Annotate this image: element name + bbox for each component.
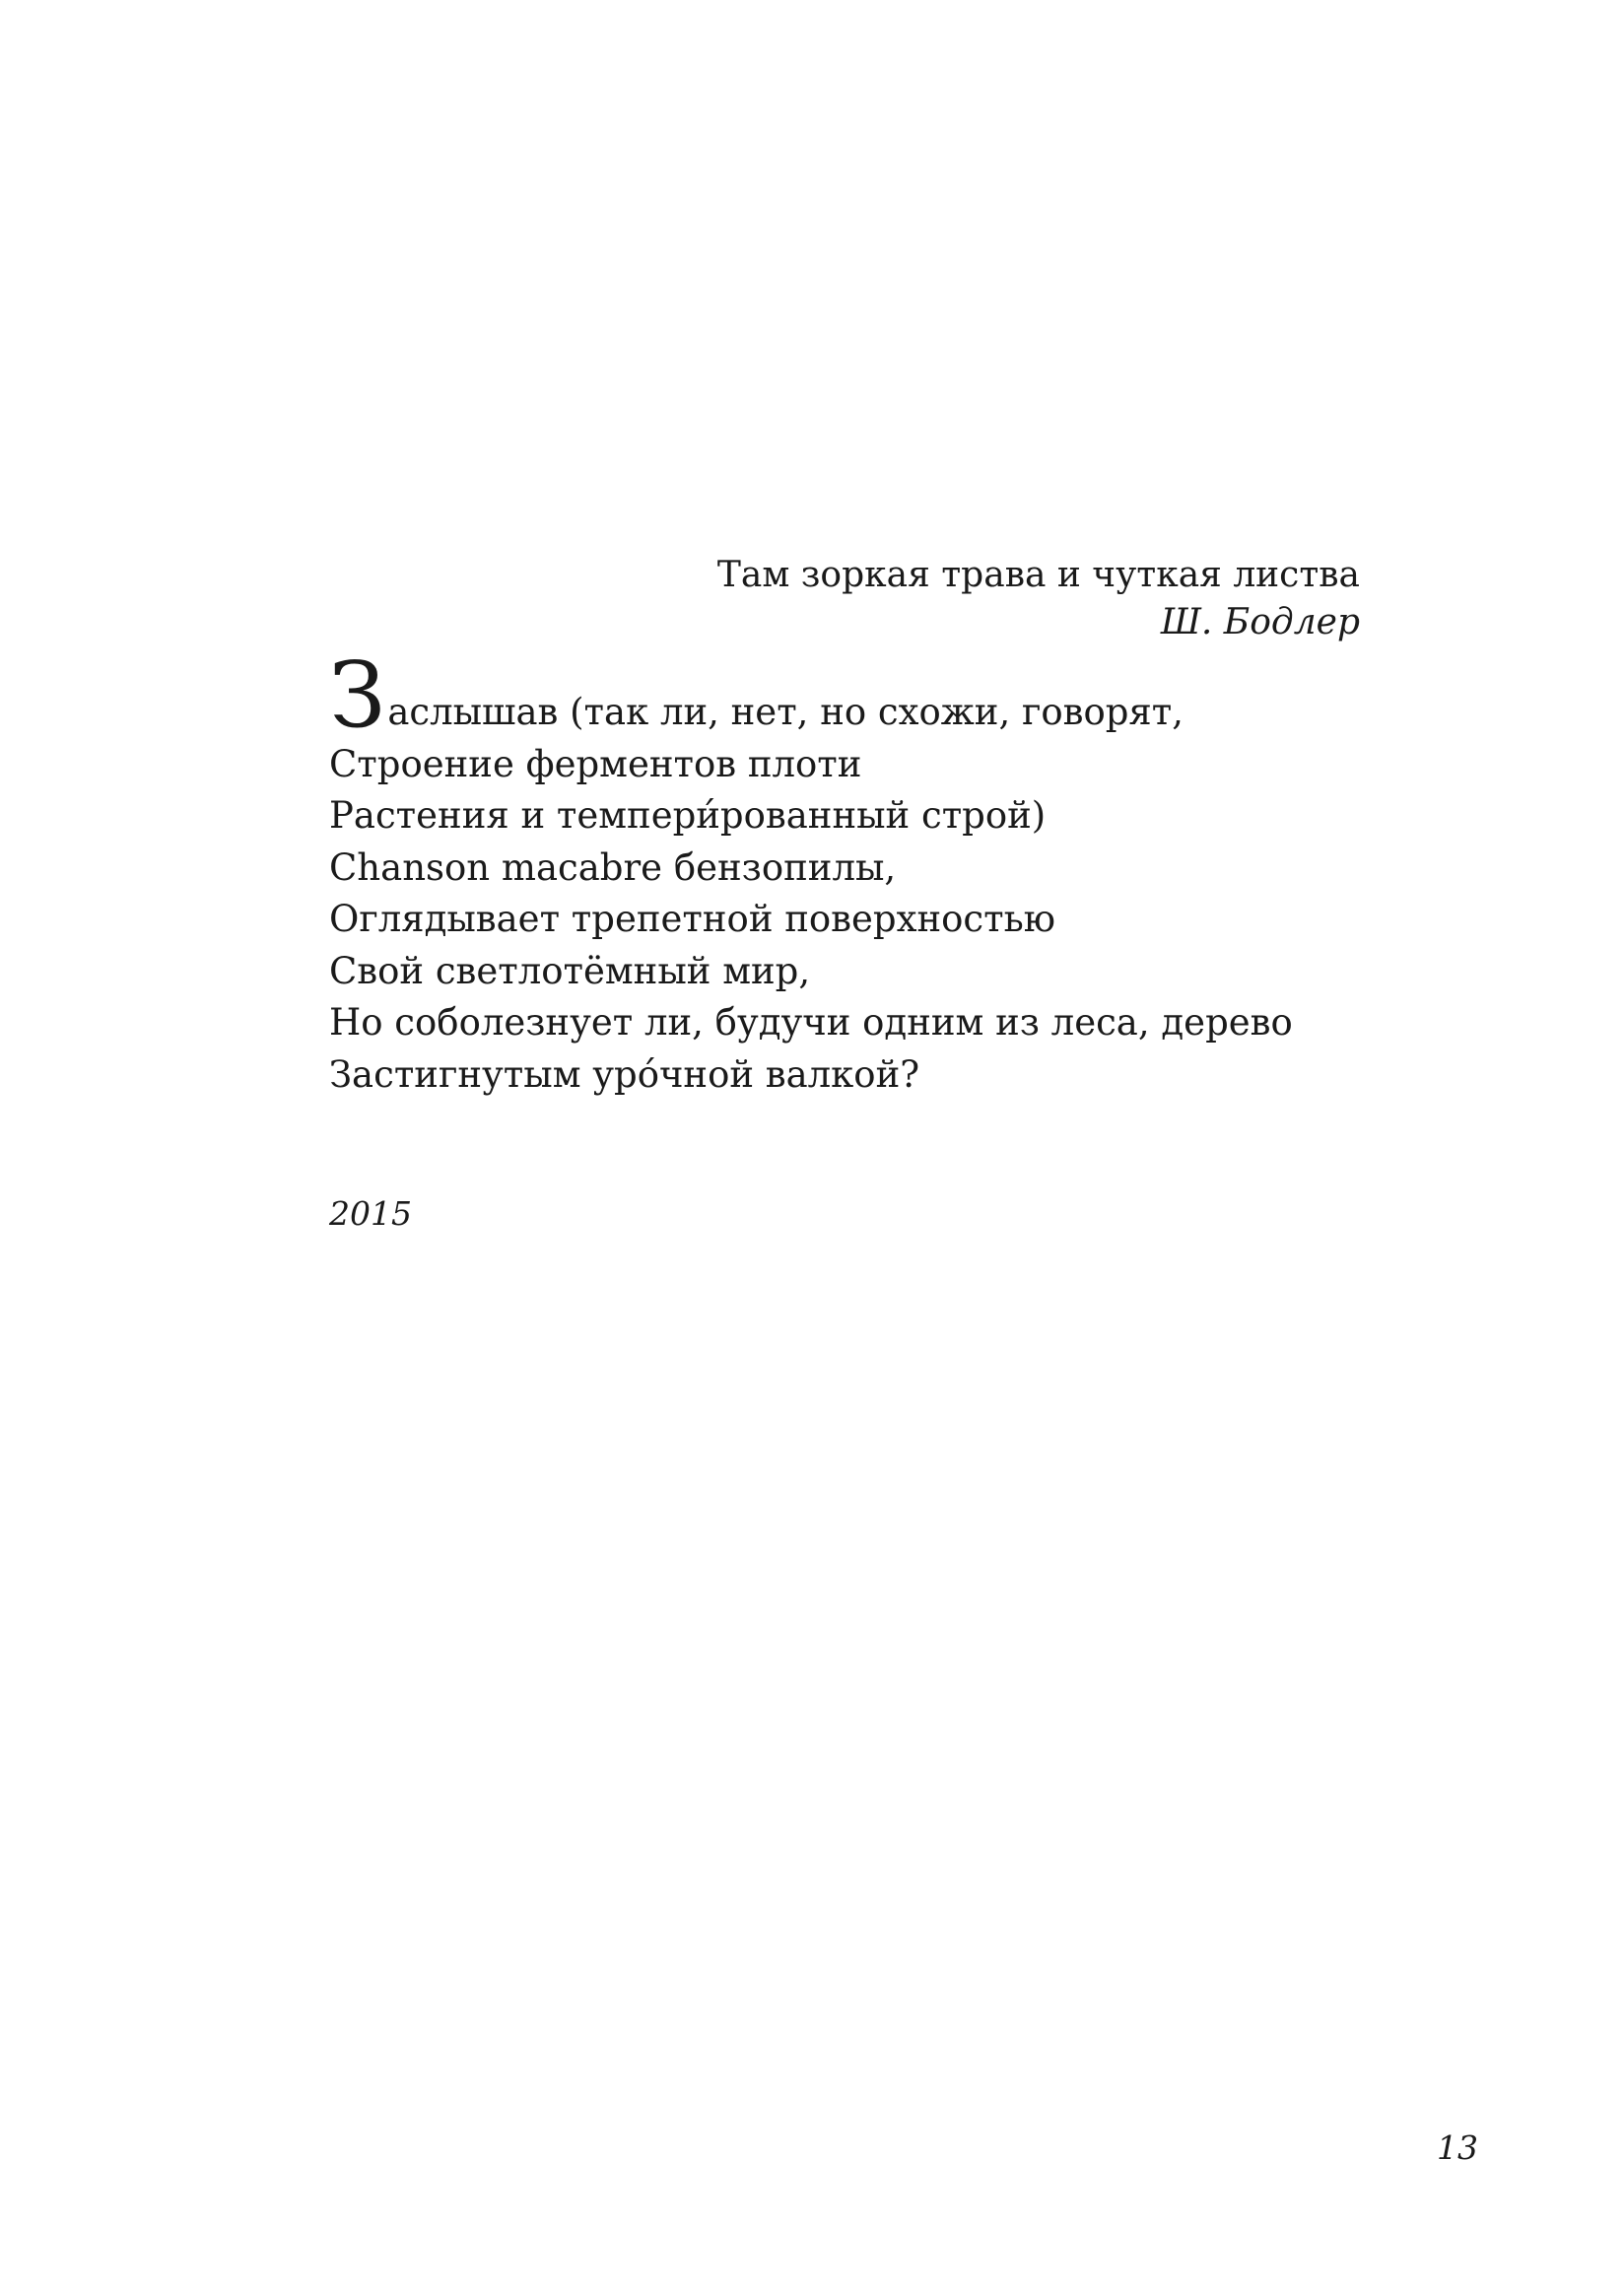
epigraph-author: Ш. Бодлер — [1160, 602, 1360, 642]
poem — [329, 642, 1413, 1101]
page-number: 13 — [1437, 2128, 1478, 2167]
poem-line: Но соболезнует ли, будучи одним из леса, дерево — [329, 1001, 1293, 1044]
poem-line: Свой светлотёмный мир, — [329, 949, 811, 992]
epigraph-text: Там зоркая трава и чуткая листва — [716, 555, 1360, 595]
poem-line: Строение ферментов плоти — [329, 742, 862, 785]
epigraph — [591, 552, 1360, 646]
poem-line: Растения и темпери́рованный строй) — [329, 794, 1047, 837]
poem-line: Chanson macabre бензопилы, — [329, 845, 897, 889]
poem-line: Застигнутым уро́чной валкой? — [329, 1052, 920, 1096]
poem-line-first — [329, 642, 1413, 748]
poem-line: Оглядывает трепетной поверхностью — [329, 898, 1055, 940]
poem-year: 2015 — [329, 1194, 412, 1233]
poem-line-first-text: аслышав (так ли, нет, но схожи, говорят, — [387, 691, 1184, 733]
drop-cap: З — [329, 642, 386, 748]
